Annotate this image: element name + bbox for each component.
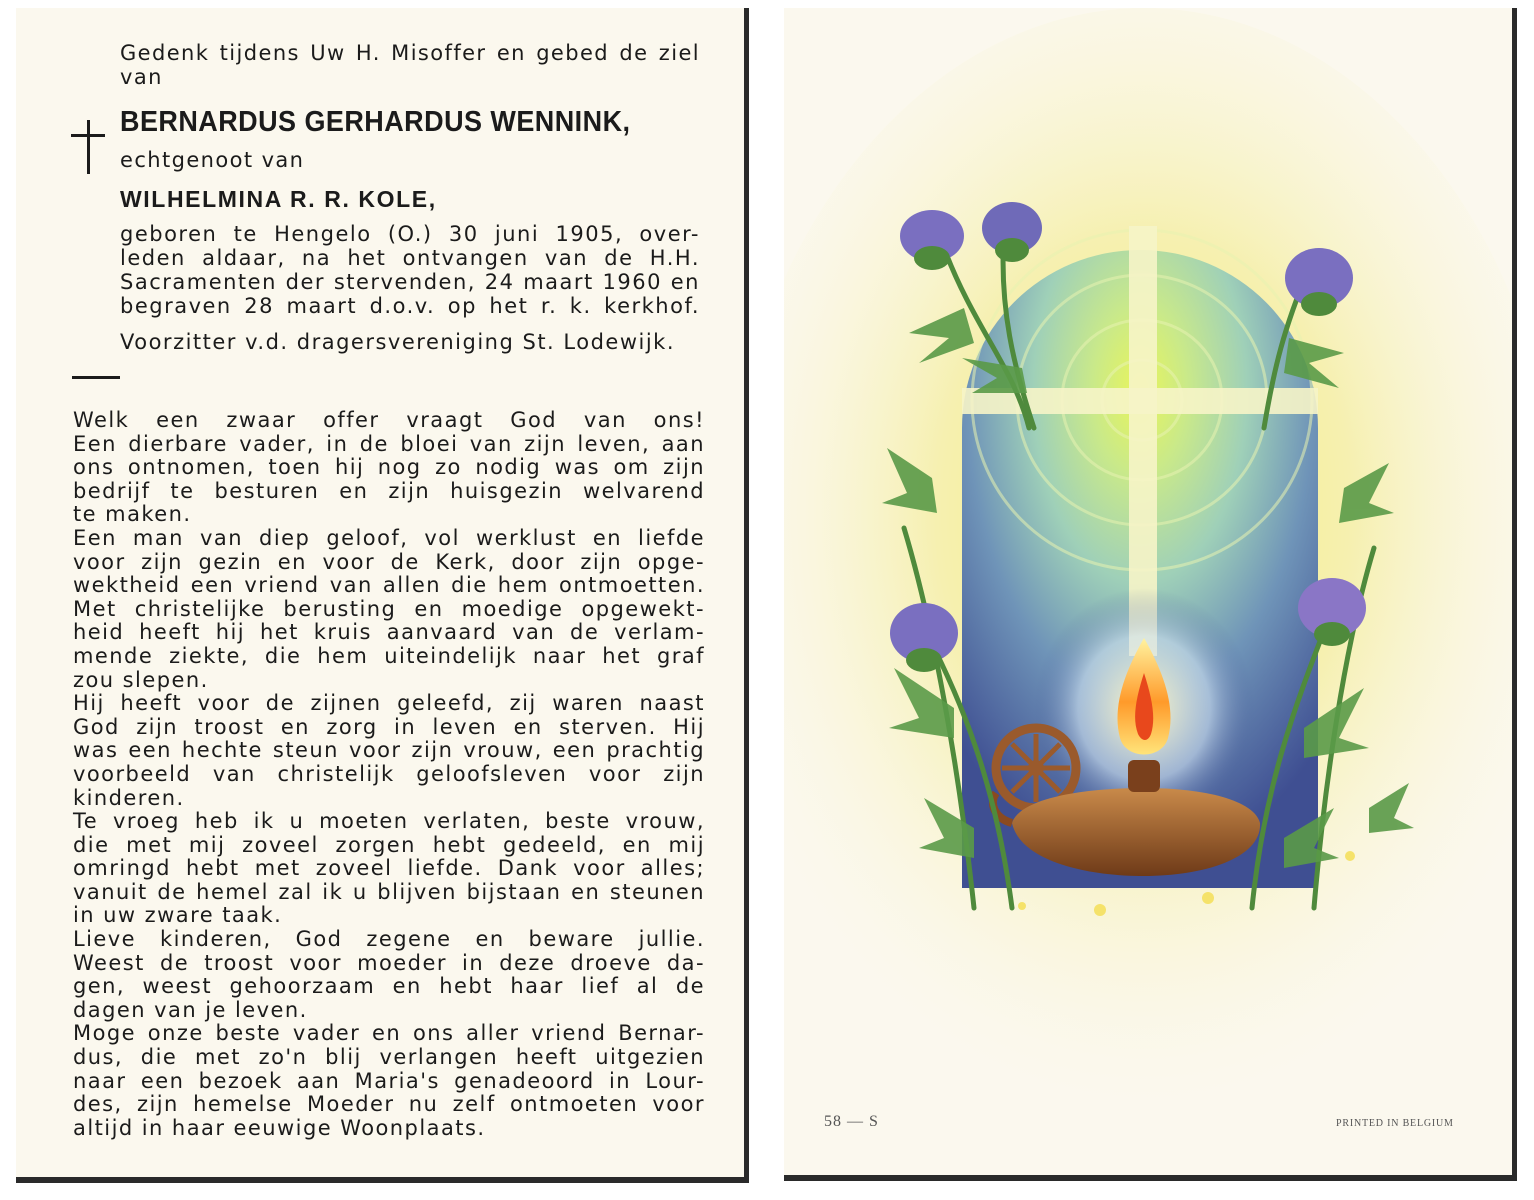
- printer-note: PRINTED IN BELGIUM: [1336, 1118, 1454, 1129]
- memorial-line: dagen van je leven.: [73, 997, 308, 1022]
- memorial-line: was een hechte steun voor zijn vrouw, een prachtig: [73, 738, 705, 763]
- memorial-line: bedrijf te besturen en zijn huisgezin welvarend: [73, 478, 705, 503]
- prayer-card-text-side: [16, 8, 749, 1183]
- biography-line: geboren te Hengelo (O.) 30 juni 1905, over-: [120, 222, 700, 246]
- memorial-line: dus, die met zo'n blij verlangen heeft uitgezien: [73, 1045, 705, 1070]
- biography-line: leden aldaar, na het ontvangen van de H.H.: [120, 246, 700, 270]
- memorial-line: ons ontnomen, toen hij nog zo nodig was om zijn: [73, 455, 705, 480]
- memorial-line: vanuit de hemel zal ik u blijven bijstaan en steunen: [73, 879, 705, 904]
- memorial-line: Een dierbare vader, in de bloei van zijn leven, aan: [73, 431, 705, 456]
- memorial-line: heid heeft hij het kruis aanvaard van de verlam-: [73, 620, 705, 645]
- spouse-name: WILHELMINA R. R. KOLE,: [120, 186, 437, 212]
- intro-text: Gedenk tijdens Uw H. Misoffer en gebed de ziel van: [120, 41, 700, 89]
- memorial-line: des, zijn hemelse Moeder nu zelf ontmoeten voor: [73, 1092, 705, 1117]
- memorial-line: in uw zware taak.: [73, 903, 283, 928]
- memorial-line: wektheid een vriend van allen die hem ontmoetten.: [73, 573, 705, 598]
- biography-line: begraven 28 maart d.o.v. op het r. k. kerkhof.: [120, 294, 700, 318]
- memorial-line: God zijn troost en zorg in leven en sterven. Hij: [73, 714, 705, 739]
- memorial-line: voorbeeld van christelijk geloofsleven voor zijn: [73, 761, 705, 786]
- memorial-line: te maken.: [73, 502, 192, 527]
- role-text: Voorzitter v.d. dragersvereniging St. Lodewijk.: [120, 330, 676, 354]
- divider: [72, 376, 120, 379]
- biography: [120, 222, 700, 318]
- memorial-line: Welk een zwaar offer vraagt God van ons!: [73, 408, 705, 432]
- spouse-label: echtgenoot van: [120, 148, 305, 172]
- memorial-line: Moge onze beste vader en ons aller vriend Bernar-: [73, 1021, 705, 1046]
- memorial-line: kinderen.: [73, 785, 185, 810]
- devotional-illustration: [784, 8, 1512, 1108]
- memorial-line: Weest de troost voor moeder in deze droeve da-: [73, 950, 705, 975]
- memorial-text: [73, 409, 705, 1140]
- memorial-line: Een man van diep geloof, vol werklust en liefde: [73, 525, 705, 550]
- catalog-number: 58 — S: [824, 1113, 879, 1130]
- deceased-name: BERNARDUS GERHARDUS WENNINK,: [120, 106, 631, 138]
- prayer-card-image-side: [784, 8, 1517, 1181]
- memorial-line: voor zijn gezin en voor de Kerk, door zijn opge-: [73, 549, 705, 574]
- memorial-line: omringd hebt met zoveel liefde. Dank voor alles;: [73, 856, 705, 881]
- memorial-line: die met mij zoveel zorgen hebt gedeeld, en mij: [73, 832, 705, 857]
- memorial-line: gen, weest gehoorzaam en hebt haar lief al de: [73, 974, 705, 999]
- memorial-line: Hij heeft voor de zijnen geleefd, zij waren naast: [73, 691, 705, 716]
- memorial-line: Lieve kinderen, God zegene en beware jullie.: [73, 927, 705, 952]
- memorial-line: Met christelijke berusting en moedige opgewekt-: [73, 596, 705, 621]
- biography-line: Sacramenten der stervenden, 24 maart 1960 en: [120, 270, 700, 294]
- memorial-line: Te vroeg heb ik u moeten verlaten, beste vrouw,: [73, 809, 705, 834]
- memorial-line: altijd in haar eeuwige Woonplaats.: [73, 1115, 486, 1140]
- cross-icon: [71, 120, 105, 174]
- memorial-line: naar een bezoek aan Maria's genadeoord in Lour-: [73, 1068, 705, 1093]
- memorial-line: mende ziekte, die hem uiteindelijk naar het graf: [73, 643, 705, 668]
- memorial-line: zou slepen.: [73, 667, 209, 692]
